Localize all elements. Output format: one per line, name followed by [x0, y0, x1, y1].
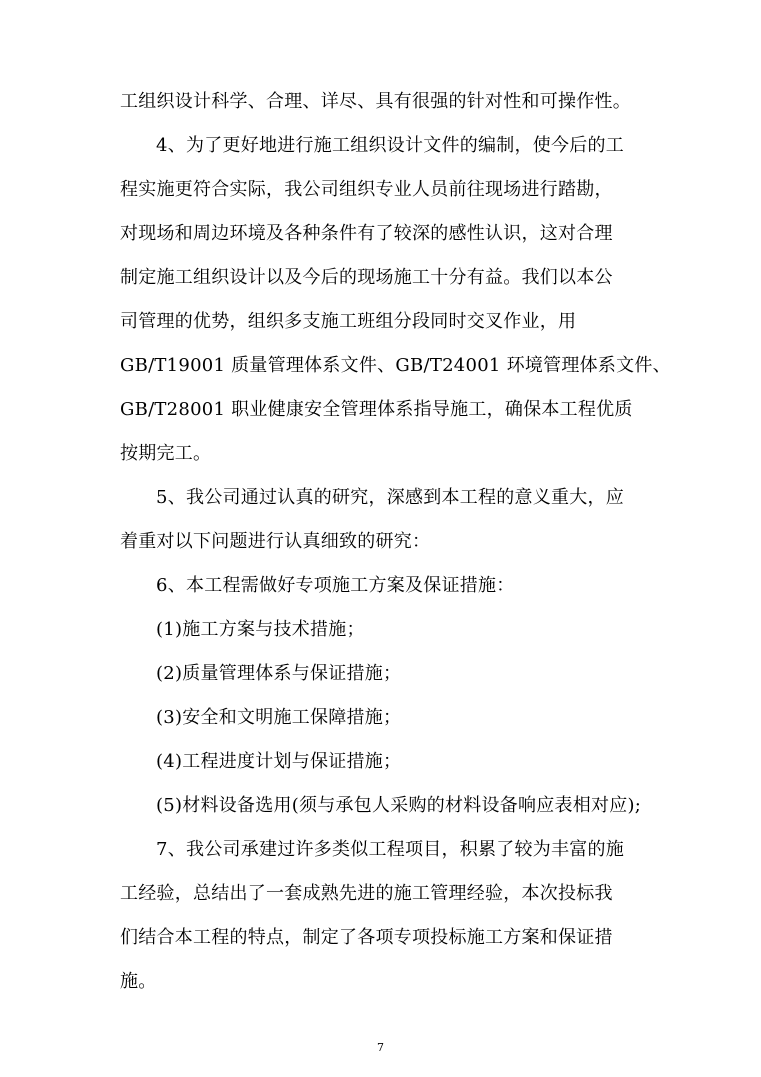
- text-line: 司管理的优势，组织多支施工班组分段同时交叉作业，用: [120, 311, 577, 332]
- list-item: (2)质量管理体系与保证措施；: [156, 663, 402, 684]
- text-line: 工经验，总结出了一套成熟先进的施工管理经验，本次投标我: [120, 883, 613, 904]
- text-line: 工组织设计科学、合理、详尽、具有很强的针对性和可操作性。: [120, 91, 631, 112]
- list-item: (4)工程进度计划与保证措施；: [156, 751, 402, 772]
- list-item: (5)材料设备选用(须与承包人采购的材料设备响应表相对应);: [156, 795, 642, 816]
- text-line: GB/T28001 职业健康安全管理体系指导施工，确保本工程优质: [120, 399, 633, 420]
- document-body: [120, 88, 671, 1012]
- list-item: (1)施工方案与技术措施；: [156, 619, 365, 640]
- list-item: (3)安全和文明施工保障措施；: [156, 707, 402, 728]
- text-line: 按期完工。: [120, 443, 212, 464]
- text-line: 4、为了更好地进行施工组织设计文件的编制，使今后的工: [156, 135, 624, 156]
- text-line: 制定施工组织设计以及今后的现场施工十分有益。我们以本公: [120, 267, 613, 288]
- text-line: 对现场和周边环境及各种条件有了较深的感性认识，这对合理: [120, 223, 613, 244]
- text-line: 着重对以下问题进行认真细致的研究：: [120, 531, 431, 552]
- text-line: 5、我公司通过认真的研究，深感到本工程的意义重大，应: [156, 487, 624, 508]
- text-line: GB/T19001 质量管理体系文件、GB/T24001 环境管理体系文件、: [120, 355, 671, 376]
- text-line: 施。: [120, 971, 157, 992]
- text-line: 们结合本工程的特点，制定了各项专项投标施工方案和保证措: [120, 927, 613, 948]
- page-number: 7: [377, 1041, 384, 1054]
- text-line: 程实施更符合实际，我公司组织专业人员前往现场进行踏勘，: [120, 179, 613, 200]
- text-line: 6、本工程需做好专项施工方案及保证措施：: [156, 575, 515, 596]
- text-line: 7、我公司承建过许多类似工程项目，积累了较为丰富的施: [156, 839, 624, 860]
